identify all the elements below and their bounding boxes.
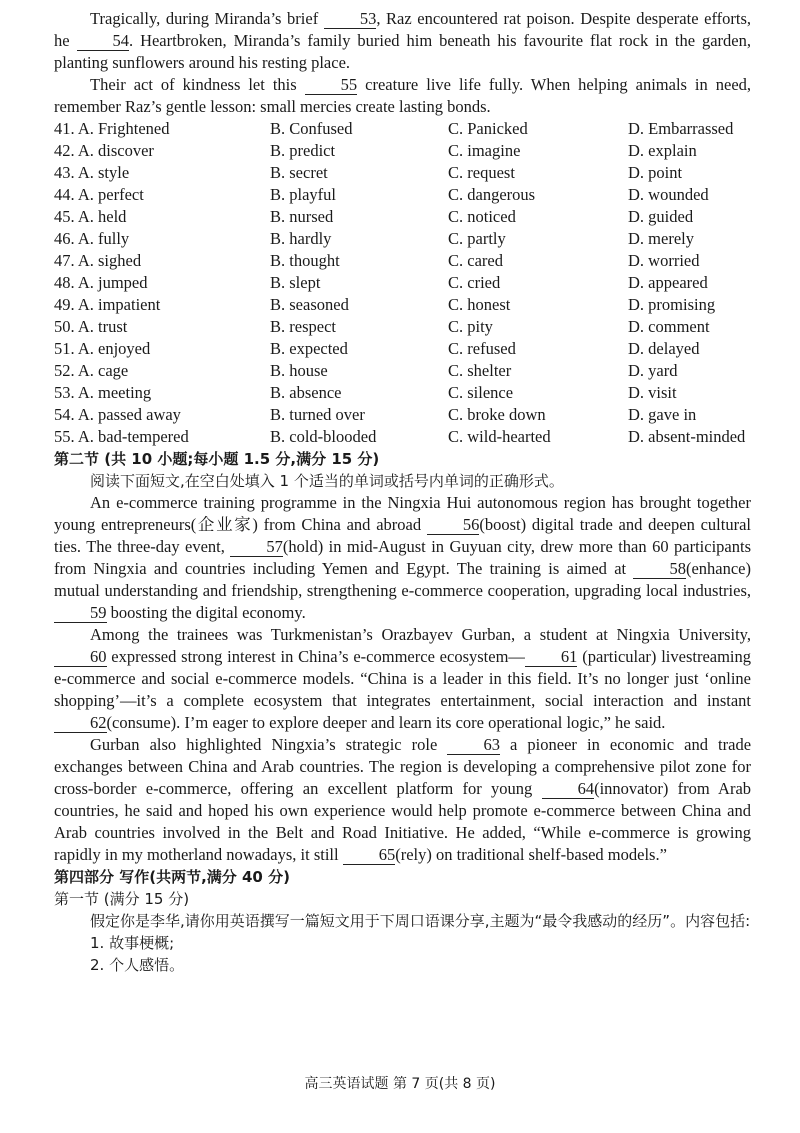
option-52-c: C. shelter — [448, 361, 512, 380]
option-52-a: 52. A. cage — [54, 361, 129, 380]
option-45-c: C. noticed — [448, 207, 516, 226]
blank-63: 63 — [447, 736, 500, 755]
option-44-c: C. dangerous — [448, 185, 536, 204]
option-47-a: 47. A. sighed — [54, 251, 142, 270]
blank-59: 59 — [54, 604, 107, 623]
blank-54: 54 — [77, 32, 130, 51]
exam-page — [54, 8, 751, 976]
option-54-d: D. gave in — [628, 405, 697, 424]
part4-heading: 第四部分 写作(共两节,满分 40 分) — [54, 868, 290, 886]
option-53-c: C. silence — [448, 383, 514, 402]
option-46-d: D. merely — [628, 229, 694, 248]
option-45-b: B. nursed — [270, 207, 334, 226]
option-49-d: D. promising — [628, 295, 716, 314]
writing-item-2: 2. 个人感悟。 — [90, 956, 185, 974]
passage1-paragraph1: Tragically, during Miranda’s brief 53, Raz encountered rat poison. Despite desperate efforts, he 54. Heartbroken, Miranda’s family buried him beneath his favourite flat rock in the garden, planting sunflowers around his resting place. — [54, 9, 752, 72]
blank-62: 62 — [54, 714, 107, 733]
option-50-c: C. pity — [448, 317, 493, 336]
option-48-c: C. cried — [448, 273, 501, 292]
option-51-c: C. refused — [448, 339, 516, 358]
option-47-c: C. cared — [448, 251, 503, 270]
option-47-b: B. thought — [270, 251, 340, 270]
option-44-d: D. wounded — [628, 185, 709, 204]
option-47-d: D. worried — [628, 251, 700, 270]
option-45-a: 45. A. held — [54, 207, 127, 226]
writing-prompt: 假定你是李华,请你用英语撰写一篇短文用于下周口语课分享,主题为“最令我感动的经历”。内容包括: — [90, 912, 751, 930]
option-48-d: D. appeared — [628, 273, 708, 292]
option-43-d: D. point — [628, 163, 683, 182]
option-49-c: C. honest — [448, 295, 511, 314]
option-51-d: D. delayed — [628, 339, 700, 358]
option-41-a: 41. A. Frightened — [54, 119, 170, 138]
blank-64: 64 — [542, 780, 595, 799]
blank-65: 65 — [343, 846, 396, 865]
part4-subheading: 第一节 (满分 15 分) — [54, 890, 190, 908]
option-43-b: B. secret — [270, 163, 328, 182]
option-50-b: B. respect — [270, 317, 336, 336]
blank-53: 53 — [324, 10, 377, 29]
passage1-paragraph2: Their act of kindness let this 55 creature live life fully. When helping animals in need, remember Raz’s gentle lesson: small mercies create lasting bonds. — [54, 75, 752, 116]
option-44-b: B. playful — [270, 185, 336, 204]
option-43-a: 43. A. style — [54, 163, 130, 182]
option-51-b: B. expected — [270, 339, 348, 358]
blank-61: 61 — [525, 648, 578, 667]
option-42-c: C. imagine — [448, 141, 521, 160]
option-53-d: D. visit — [628, 383, 677, 402]
option-46-a: 46. A. fully — [54, 229, 130, 248]
blank-55: 55 — [305, 76, 358, 95]
option-44-a: 44. A. perfect — [54, 185, 144, 204]
option-54-c: C. broke down — [448, 405, 546, 424]
option-54-a: 54. A. passed away — [54, 405, 181, 424]
option-51-a: 51. A. enjoyed — [54, 339, 151, 358]
option-55-a: 55. A. bad-tempered — [54, 427, 189, 446]
option-42-b: B. predict — [270, 141, 336, 160]
option-46-b: B. hardly — [270, 229, 332, 248]
section2-instruction: 阅读下面短文,在空白处填入 1 个适当的单词或括号内单词的正确形式。 — [90, 472, 564, 490]
option-50-a: 50. A. trust — [54, 317, 128, 336]
option-41-d: D. Embarrassed — [628, 119, 734, 138]
blank-57: 57 — [230, 538, 283, 557]
option-46-c: C. partly — [448, 229, 506, 248]
option-41-c: C. Panicked — [448, 119, 528, 138]
option-42-d: D. explain — [628, 141, 697, 160]
section2-heading: 第二节 (共 10 小题;每小题 1.5 分,满分 15 分) — [54, 450, 380, 468]
option-49-b: B. seasoned — [270, 295, 349, 314]
option-55-d: D. absent-minded — [628, 427, 746, 446]
blank-60: 60 — [54, 648, 107, 667]
option-55-b: B. cold-blooded — [270, 427, 377, 446]
option-41-b: B. Confused — [270, 119, 353, 138]
option-55-c: C. wild-hearted — [448, 427, 551, 446]
section2-paragraph1: An e-commerce training programme in the Ningxia Hui autonomous region has brought together young entrepreneurs(企业家) from China and abroad 56(boost) digital trade and deepen cultural ties. The three-day event, 57(hold) in mid-August in Guyuan city, drew more than 60 participants from Ningxia and countries including Yemen and Egypt. The training is aimed at 58(enhance) mutual understanding and friendship, strengthening e-commerce cooperation, upgrading local industries, 59 boosting the digital economy. — [54, 493, 752, 622]
section2-paragraph2: Among the trainees was Turkmenistan’s Orazbayev Gurban, a student at Ningxia University, 60 expressed strong interest in China’s e-commerce ecosystem— 61 (particular) livestreaming e-commerce and social e-commerce models. “China is a leader in this field. It’s no longer just ‘online shopping’—it’s a complete ecosystem that integrates entertainment, social interaction and instant 62(consume). I’m eager to explore deeper and learn its core operational logic,” he said. — [54, 625, 752, 732]
section2-paragraph3: Gurban also highlighted Ningxia’s strategic role 63 a pioneer in economic and trade exchanges between China and Arab countries. The region is developing a comprehensive pilot zone for cross-border e-commerce, offering an excellent platform for young 64(innovator) from Arab countries, he said and hoped his own experience would help promote e-commerce between China and Arab countries involved in the Belt and Road Initiative. He added, “While e-commerce is growing rapidly in my motherland nowadays, it still 65(rely) on traditional shelf-based models.” — [54, 735, 752, 864]
option-49-a: 49. A. impatient — [54, 295, 161, 314]
answer-options — [54, 118, 751, 448]
writing-item-1: 1. 故事梗概; — [90, 934, 175, 952]
option-54-b: B. turned over — [270, 405, 365, 424]
option-45-d: D. guided — [628, 207, 694, 226]
blank-56: 56 — [427, 516, 480, 535]
option-53-b: B. absence — [270, 383, 342, 402]
option-48-b: B. slept — [270, 273, 321, 292]
option-52-b: B. house — [270, 361, 328, 380]
option-52-d: D. yard — [628, 361, 678, 380]
option-42-a: 42. A. discover — [54, 141, 154, 160]
blank-58: 58 — [633, 560, 686, 579]
option-43-c: C. request — [448, 163, 515, 182]
option-48-a: 48. A. jumped — [54, 273, 148, 292]
option-53-a: 53. A. meeting — [54, 383, 152, 402]
option-50-d: D. comment — [628, 317, 710, 336]
page-footer: 高三英语试题 第 7 页(共 8 页) — [304, 1076, 496, 1092]
